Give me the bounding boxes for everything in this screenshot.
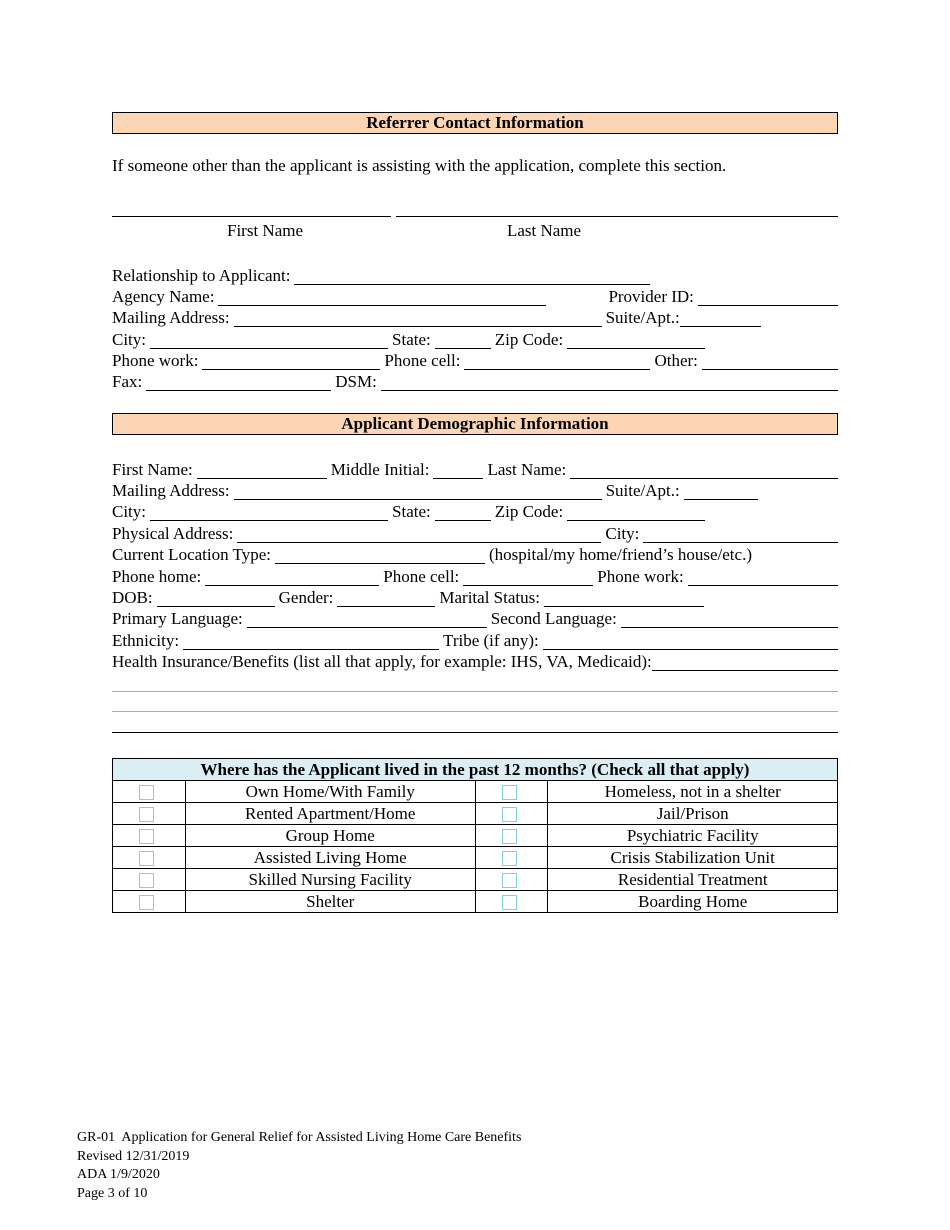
applicant-state-label: State: [392, 502, 431, 521]
referrer-phone-work-field[interactable] [202, 352, 380, 370]
marital-status-label: Marital Status: [439, 588, 540, 607]
referrer-mailing-field[interactable] [234, 309, 602, 327]
referrer-phone-cell-label: Phone cell: [384, 351, 461, 370]
applicant-last-name-label: Last Name: [487, 460, 567, 479]
last-name-field[interactable] [396, 216, 838, 217]
second-language-field[interactable] [621, 610, 838, 628]
checkbox-psychiatric[interactable] [502, 829, 517, 844]
gender-label: Gender: [278, 588, 334, 607]
applicant-language-row [112, 607, 838, 628]
checkbox-crisis-unit[interactable] [502, 851, 517, 866]
applicant-first-name-label: First Name: [112, 460, 193, 479]
applicant-middle-initial-field[interactable] [433, 461, 483, 479]
referrer-city-field[interactable] [150, 331, 388, 349]
applicant-state-field[interactable] [435, 503, 491, 521]
page-footer [77, 1129, 521, 1203]
referrer-mailing-row [112, 306, 838, 327]
referrer-fax-label: Fax: [112, 372, 143, 391]
primary-language-label: Primary Language: [112, 609, 243, 628]
referrer-state-field[interactable] [435, 331, 491, 349]
option-label: Rented Apartment/Home [185, 803, 475, 825]
checkbox-assisted-living[interactable] [139, 851, 154, 866]
checkbox-homeless[interactable] [502, 785, 517, 800]
applicant-middle-initial-label: Middle Initial: [330, 460, 430, 479]
table-row [113, 869, 838, 891]
checkbox-rented-apartment[interactable] [139, 807, 154, 822]
referrer-state-label: State: [392, 330, 431, 349]
applicant-city-label: City: [112, 502, 147, 521]
second-language-label: Second Language: [490, 609, 617, 628]
referrer-fax-row [112, 370, 838, 391]
checkbox-boarding-home[interactable] [502, 895, 517, 910]
applicant-phone-work-field[interactable] [688, 568, 838, 586]
applicant-physical-label: Physical Address: [112, 524, 234, 543]
referrer-phone-row [112, 349, 838, 370]
applicant-mailing-label: Mailing Address: [112, 481, 230, 500]
relationship-label: Relationship to Applicant: [112, 266, 291, 285]
applicant-city-field[interactable] [150, 503, 388, 521]
applicant-phone-cell-field[interactable] [463, 568, 593, 586]
applicant-mailing-field[interactable] [234, 482, 602, 500]
table-row [113, 891, 838, 913]
location-type-label: Current Location Type: [112, 545, 272, 564]
referrer-city-row [112, 328, 838, 349]
referrer-dsm-field[interactable] [381, 373, 838, 391]
tribe-field[interactable] [543, 632, 838, 650]
applicant-suite-label: Suite/Apt.: [605, 481, 680, 500]
applicant-physical-city-label: City: [605, 524, 640, 543]
option-label: Psychiatric Facility [548, 825, 838, 847]
lived-checklist-table [112, 758, 838, 913]
insurance-text-field[interactable] [112, 691, 838, 712]
dob-label: DOB: [112, 588, 153, 607]
checkbox-residential-treatment[interactable] [502, 873, 517, 888]
relationship-field[interactable] [294, 267, 650, 285]
option-label: Crisis Stabilization Unit [548, 847, 838, 869]
marital-status-field[interactable] [544, 589, 704, 607]
applicant-physical-city-field[interactable] [643, 525, 838, 543]
checkbox-jail[interactable] [502, 807, 517, 822]
applicant-dob-row [112, 586, 838, 607]
table-row [113, 825, 838, 847]
referrer-section-heading: Referrer Contact Information [112, 112, 838, 134]
provider-id-label: Provider ID: [608, 287, 694, 306]
lived-table-heading: Where has the Applicant lived in the past 12 months? (Check all that apply) [113, 759, 838, 781]
ethnicity-label: Ethnicity: [112, 631, 180, 650]
referrer-zip-field[interactable] [567, 331, 705, 349]
referrer-fax-field[interactable] [146, 373, 331, 391]
table-row [113, 781, 838, 803]
checkbox-group-home[interactable] [139, 829, 154, 844]
option-label: Residential Treatment [548, 869, 838, 891]
ethnicity-field[interactable] [183, 632, 439, 650]
applicant-mailing-row [112, 479, 838, 500]
location-type-hint: (hospital/my home/friend’s house/etc.) [489, 545, 752, 564]
last-name-caption: Last Name [506, 221, 582, 240]
referrer-intro-text: If someone other than the applicant is assisting with the application, complete this section. [112, 156, 727, 175]
option-label: Boarding Home [548, 891, 838, 913]
applicant-first-name-field[interactable] [197, 461, 327, 479]
applicant-section-heading: Applicant Demographic Information [112, 413, 838, 435]
applicant-phone-home-field[interactable] [205, 568, 379, 586]
applicant-physical-field[interactable] [237, 525, 601, 543]
referrer-suite-label: Suite/Apt.: [605, 308, 680, 327]
provider-id-field[interactable] [698, 288, 838, 306]
referrer-phone-work-label: Phone work: [112, 351, 199, 370]
insurance-label: Health Insurance/Benefits (list all that apply, for example: IHS, VA, Medicaid): [112, 652, 652, 671]
agency-name-field[interactable] [218, 288, 546, 306]
applicant-phone-cell-label: Phone cell: [383, 567, 460, 586]
primary-language-field[interactable] [247, 610, 487, 628]
referrer-zip-label: Zip Code: [494, 330, 564, 349]
applicant-last-name-field[interactable] [570, 461, 838, 479]
location-type-field[interactable] [275, 546, 485, 564]
applicant-zip-label: Zip Code: [494, 502, 564, 521]
footer-ada: ADA 1/9/2020 [77, 1167, 160, 1182]
applicant-name-row [112, 458, 838, 479]
referrer-other-field[interactable] [702, 352, 838, 370]
footer-page-number: Page 3 of 10 [77, 1185, 148, 1201]
applicant-ethnicity-row [112, 629, 838, 650]
applicant-suite-field[interactable] [684, 482, 758, 500]
applicant-insurance-row [112, 650, 838, 671]
table-row [113, 847, 838, 869]
applicant-phone-work-label: Phone work: [597, 567, 684, 586]
footer-revised: Revised 12/31/2019 [77, 1148, 190, 1164]
footer-form-title: GR-01 Application for General Relief for Assisted Living Home Care Benefits [77, 1130, 522, 1145]
applicant-city-row [112, 500, 838, 521]
option-label: Homeless, not in a shelter [548, 781, 838, 803]
option-label: Jail/Prison [548, 803, 838, 825]
option-label: Assisted Living Home [185, 847, 475, 869]
applicant-physical-row [112, 522, 838, 543]
gender-field[interactable] [337, 589, 435, 607]
insurance-extra-line[interactable] [112, 732, 838, 733]
applicant-phone-home-label: Phone home: [112, 567, 202, 586]
option-label: Group Home [185, 825, 475, 847]
referrer-dsm-label: DSM: [335, 372, 377, 391]
applicant-zip-field[interactable] [567, 503, 705, 521]
table-row [113, 803, 838, 825]
option-label: Own Home/With Family [185, 781, 475, 803]
option-label: Shelter [185, 891, 475, 913]
referrer-city-label: City: [112, 330, 147, 349]
applicant-phone-row [112, 565, 838, 586]
insurance-field[interactable] [652, 653, 838, 671]
tribe-label: Tribe (if any): [443, 631, 539, 650]
referrer-suite-field[interactable] [680, 309, 761, 327]
referrer-other-label: Other: [654, 351, 698, 370]
dob-field[interactable] [157, 589, 275, 607]
checkbox-own-home[interactable] [139, 785, 154, 800]
applicant-location-row [112, 543, 838, 564]
option-label: Skilled Nursing Facility [185, 869, 475, 891]
checkbox-shelter[interactable] [139, 895, 154, 910]
relationship-row [112, 264, 838, 285]
referrer-phone-cell-field[interactable] [464, 352, 650, 370]
first-name-field[interactable] [112, 216, 391, 217]
agency-row [112, 285, 838, 306]
first-name-caption: First Name [226, 221, 304, 240]
agency-label: Agency Name: [112, 287, 215, 306]
checkbox-skilled-nursing[interactable] [139, 873, 154, 888]
referrer-mailing-label: Mailing Address: [112, 308, 230, 327]
